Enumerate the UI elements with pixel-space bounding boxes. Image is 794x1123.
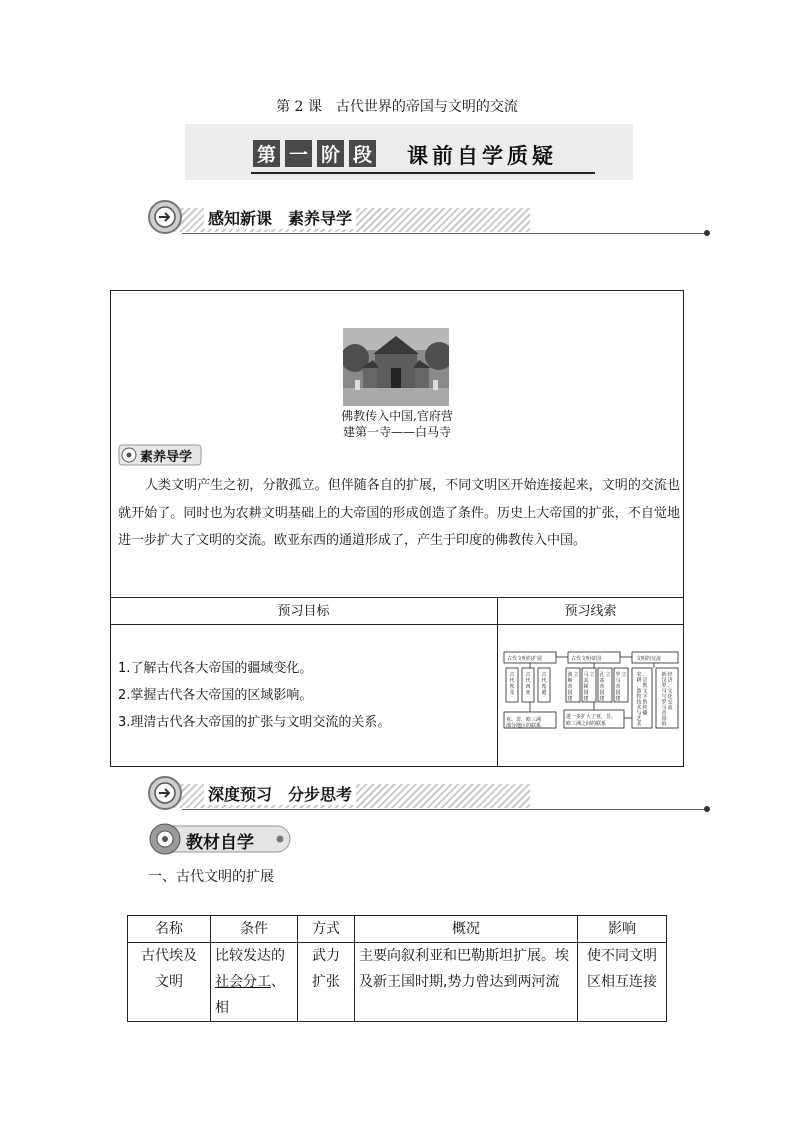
clue-box-label: 新汉罗马与罗马帝国的经济、文化交流 bbox=[661, 672, 673, 728]
arrow-circle-icon bbox=[148, 776, 182, 810]
goal-item: 1.了解古代各大帝国的疆域变化。 bbox=[118, 661, 313, 676]
divider-dot bbox=[704, 230, 710, 236]
literacy-text: 人类文明产生之初，分散孤立。但伴随各自的扩展，不同文明区开始连接起来，文明的交流也就开始了。同时也为农耕文明基础上的大帝国的形成创造了条件。历史上大帝国的扩张，不自觉地进一步扩大了文明的交流。欧亚东西的通道形成了，产生于印度的佛教传入中国。 bbox=[118, 478, 680, 548]
clue-top: 文明的交流 bbox=[636, 656, 662, 662]
photo-caption bbox=[330, 408, 464, 440]
clue-top: 古代文明的扩展 bbox=[507, 656, 543, 662]
lesson-title: 第 2 课 古代世界的帝国与文明的交流 bbox=[276, 99, 518, 115]
stage-char: 一 bbox=[285, 140, 312, 167]
clue-flowchart bbox=[502, 648, 682, 732]
clue-top: 古代文明帝国 bbox=[571, 656, 602, 662]
baima-temple-photo bbox=[343, 328, 449, 406]
section-header-2 bbox=[148, 776, 708, 812]
clue-bottom-left: 亚、非、欧三洲 bbox=[506, 717, 542, 723]
clue-box-label: 罗马帝国建立 bbox=[615, 672, 627, 702]
study-tag bbox=[148, 822, 292, 856]
section-title: 感知新课 素养导学 bbox=[204, 206, 356, 229]
goals-header: 预习目标 bbox=[277, 604, 330, 619]
stage-char: 段 bbox=[349, 140, 376, 167]
divider bbox=[182, 233, 706, 234]
table-header-row bbox=[128, 916, 667, 943]
cell-line: 区相互连接 bbox=[587, 974, 657, 990]
divider-dot bbox=[704, 806, 710, 812]
stage-char: 第 bbox=[253, 140, 280, 167]
literacy-tag bbox=[118, 444, 202, 466]
cell-line: 使不同文明 bbox=[587, 948, 657, 964]
cell-line: 武力 bbox=[312, 948, 340, 964]
goal-item: 2.掌握古代各大帝国的区域影响。 bbox=[118, 688, 313, 703]
clue-box-label: 古代西亚 bbox=[525, 672, 531, 696]
stage-banner bbox=[185, 124, 633, 180]
cell-impact bbox=[578, 943, 667, 1022]
goal-item: 3.理清古代各大帝国的扩张与文明交流的关系。 bbox=[118, 715, 391, 730]
caption-line: 建第一寺——白马寺 bbox=[342, 425, 451, 439]
cell-line: 主要向叙利亚和巴勒斯坦扩展。埃 bbox=[359, 948, 569, 964]
arrow-circle-icon bbox=[148, 200, 182, 234]
clue-bottom-left: 部分地区的联系 bbox=[506, 723, 542, 729]
clue-box-label: 古代埃及 bbox=[509, 672, 515, 696]
table-header: 名称 bbox=[128, 916, 211, 943]
table-rule bbox=[110, 624, 684, 625]
cell-line: 文明 bbox=[155, 974, 183, 990]
clue-bottom-mid: 进一步扩大了亚、非、 bbox=[566, 714, 617, 720]
cell-condition bbox=[211, 943, 298, 1022]
cell-overview bbox=[355, 943, 578, 1022]
divider bbox=[182, 809, 706, 810]
section-title: 深度预习 分步思考 bbox=[204, 782, 356, 805]
stage-title: 课前自学质疑 bbox=[407, 144, 557, 168]
table-header: 概况 bbox=[355, 916, 578, 943]
table-header: 方式 bbox=[298, 916, 355, 943]
table-rule bbox=[110, 597, 684, 598]
clues-header: 预习线索 bbox=[564, 604, 617, 619]
clue-box-label: 孔雀帝国建立 bbox=[599, 672, 611, 702]
cell-line: 及新王国时期,势力曾达到两河流 bbox=[359, 974, 560, 990]
cell-line bbox=[215, 969, 293, 1021]
table-rule bbox=[497, 597, 498, 767]
stage-char: 阶 bbox=[317, 140, 344, 167]
clue-box-label: 古代希腊 bbox=[541, 672, 547, 696]
caption-line: 佛教传入中国,官府营 bbox=[341, 409, 453, 423]
clue-box-label: 波斯帝国建立 bbox=[567, 672, 579, 702]
cell-text: 、相 bbox=[215, 974, 285, 1016]
cell-name bbox=[128, 943, 211, 1022]
blank-answer: 社会分工 bbox=[215, 974, 271, 990]
extension-table bbox=[127, 915, 667, 1022]
cell-line: 扩张 bbox=[312, 974, 340, 990]
stage-underline bbox=[251, 172, 595, 174]
study-tag-label: 教材自学 bbox=[186, 833, 254, 853]
cell-line: 古代埃及 bbox=[141, 948, 197, 964]
table-header: 条件 bbox=[211, 916, 298, 943]
table-header: 影响 bbox=[578, 916, 667, 943]
subheading: 一、古代文明的扩展 bbox=[148, 869, 274, 885]
cell-method bbox=[298, 943, 355, 1022]
cell-line: 比较发达的 bbox=[215, 948, 285, 964]
section-header-1 bbox=[148, 200, 708, 236]
table-row bbox=[128, 943, 667, 1022]
literacy-tag-label: 素养导学 bbox=[140, 450, 193, 465]
clue-box-label: 农耕、游牧技术与艺术、宗教文字的传播 bbox=[636, 672, 648, 728]
clue-bottom-mid: 欧三洲之间的联系 bbox=[566, 721, 607, 727]
clue-box-label: 马其顿国建立 bbox=[583, 672, 595, 702]
